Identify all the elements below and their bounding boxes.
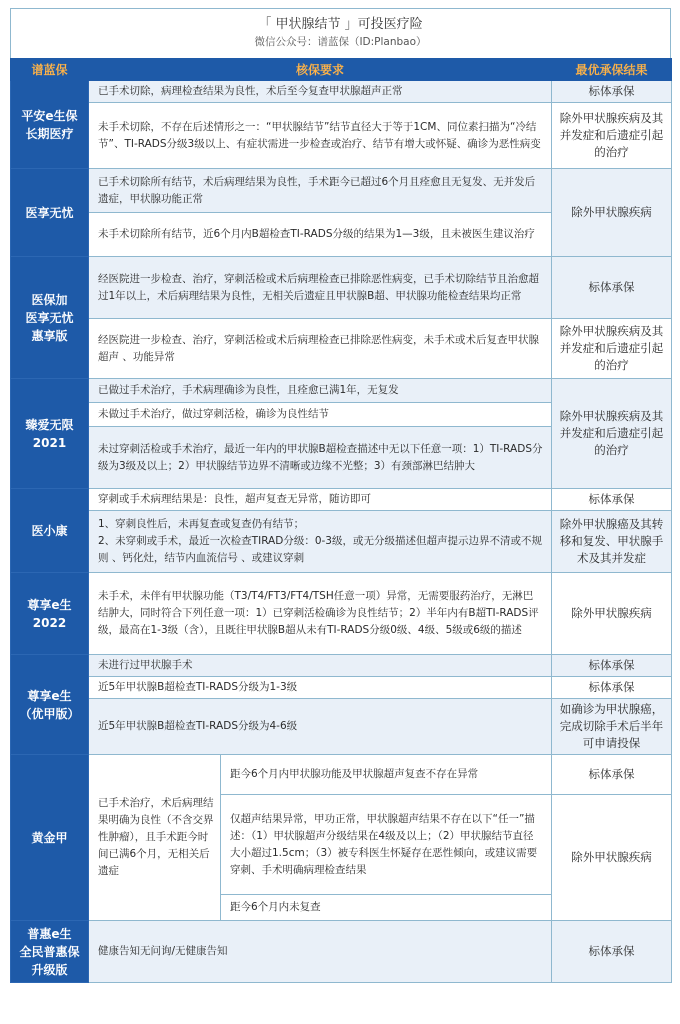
result-text: 标体承保 <box>552 677 672 699</box>
requirement-text: 经医院进一步检查、治疗，穿刺活检或术后病理检查已排除恶性病变，已手术切除结节且治愈超过1年以上，术后病理结果为良性，无相关后遗症且甲状腺B超、甲状腺功能检查结果均正常 <box>89 257 552 319</box>
requirement-text: 经医院进一步检查、治疗，穿刺活检或术后病理检查已排除恶性病变，未手术或术后复查甲状腺超声 、功能异常 <box>89 319 552 379</box>
product-name: 臻爱无限 2021 <box>11 379 89 489</box>
product-name: 黄金甲 <box>11 755 89 921</box>
requirement-text: 穿刺或手术病理结果是：良性，超声复查无异常，随访即可 <box>89 489 552 511</box>
product-name: 医享无忧 <box>11 169 89 257</box>
page-title: 「 甲状腺结节 」可投医疗险 <box>258 17 423 32</box>
header-product: 谱蓝保 <box>11 59 89 81</box>
requirement-text: 未做过手术治疗，做过穿刺活检，确诊为良性结节 <box>89 403 552 427</box>
product-name: 平安e生保 长期医疗 <box>11 81 89 169</box>
header-result: 最优承保结果 <box>552 59 672 81</box>
requirement-text: 近5年甲状腺B超检查TI-RADS分级为1-3级 <box>89 677 552 699</box>
result-text: 标体承保 <box>552 921 672 983</box>
result-text: 标体承保 <box>552 489 672 511</box>
requirement-text: 仅超声结果异常，甲功正常，甲状腺超声结果不存在以下“任一”描述：（1）甲状腺超声分级结果在4级及以上；（2）甲状腺结节直径大小超过1.5cm；（3）被专科医生怀疑存在恶性倾向，或建议需要穿刺、手术明确病理检查结果 <box>221 795 552 895</box>
result-text: 除外甲状腺疾病 <box>552 169 672 257</box>
requirement-text: 未过穿刺活检或手术治疗，最近一年内的甲状腺B超检查描述中无以下任意一项：1）TI-RADS分级为3级及以上；2）甲状腺结节边界不清晰或边缘不光整；3）有颈部淋巴结肿大 <box>89 427 552 489</box>
page-subtitle: 微信公众号：谱蓝保（ID:Planbao） <box>254 36 427 48</box>
result-text: 标体承保 <box>552 257 672 319</box>
header-requirement: 核保要求 <box>89 59 552 81</box>
result-text: 除外甲状腺疾病 <box>552 795 672 921</box>
result-text: 除外甲状腺疾病 <box>552 573 672 655</box>
underwriting-table <box>10 58 672 983</box>
result-text: 除外甲状腺疾病及其并发症和后遗症引起的治疗 <box>552 379 672 489</box>
title-box <box>10 8 671 58</box>
requirement-text: 距今6个月内甲状腺功能及甲状腺超声复查不存在异常 <box>221 755 552 795</box>
product-name: 医小康 <box>11 489 89 573</box>
requirement-text: 1、穿刺良性后，未再复查或复查仍有结节； 2、未穿刺或手术，最近一次检查TIRAD分级：0-3级，或无分级描述但超声提示边界不清或不规则 、钙化灶，结节内血流信号 、或建议穿刺 <box>89 511 552 573</box>
requirement-text: 距今6个月内未复查 <box>221 895 552 921</box>
requirement-text: 已手术切除所有结节，术后病理结果为良性，手术距今已超过6个月且痊愈且无复发、无并发后遗症，甲状腺功能正常 <box>89 169 552 213</box>
result-text: 标体承保 <box>552 81 672 103</box>
document-wrapper <box>10 8 671 983</box>
result-text: 除外甲状腺疾病及其并发症和后遗症引起的治疗 <box>552 103 672 169</box>
result-text: 如确诊为甲状腺癌，完成切除手术后半年可申请投保 <box>552 699 672 755</box>
requirement-text: 健康告知无问询/无健康告知 <box>89 921 552 983</box>
product-name: 尊享e生 （优甲版） <box>11 655 89 755</box>
requirement-text: 已手术切除，病理检查结果为良性，术后至今复查甲状腺超声正常 <box>89 81 552 103</box>
requirement-text: 未进行过甲状腺手术 <box>89 655 552 677</box>
requirement-text: 未手术切除所有结节，近6个月内B超检查TI-RADS分级的结果为1—3级，且未被医生建议治疗 <box>89 213 552 257</box>
result-text: 除外甲状腺癌及其转移和复发、甲状腺手术及其并发症 <box>552 511 672 573</box>
requirement-text: 已做过手术治疗，手术病理确诊为良性，且痊愈已满1年，无复发 <box>89 379 552 403</box>
requirement-text: 未手术切除，不存在后述情形之一：“甲状腺结节”结节直径大于等于1CM、同位素扫描为“冷结节”、TI-RADS分级3级以上、有症状需进一步检查或治疗、结节有增大或怀疑、确诊为恶性病变 <box>89 103 552 169</box>
product-name: 普惠e生 全民普惠保 升级版 <box>11 921 89 983</box>
result-text: 标体承保 <box>552 655 672 677</box>
requirement-text: 近5年甲状腺B超检查TI-RADS分级为4-6级 <box>89 699 552 755</box>
requirement-text: 未手术，未伴有甲状腺功能（T3/T4/FT3/FT4/TSH任意一项）异常，无需要服药治疗，无淋巴结肿大，同时符合下列任意一项：1）已穿刺活检确诊为良性结节；2）半年内有B超TI-RADS评级，最高在1-3级（含），且既往甲状腺B超从未有TI-RADS分级0级、4级、5级或6级的描述 <box>89 573 552 655</box>
table-header-row <box>11 59 672 81</box>
result-text: 标体承保 <box>552 755 672 795</box>
result-text: 除外甲状腺疾病及其并发症和后遗症引起的治疗 <box>552 319 672 379</box>
product-name: 尊享e生 2022 <box>11 573 89 655</box>
product-name: 医保加 医享无忧 惠享版 <box>11 257 89 379</box>
condition-text: 已手术治疗，术后病理结果明确为良性（不含交界性肿瘤），且手术距今时间已满6个月，无相关后遗症 <box>89 755 221 921</box>
